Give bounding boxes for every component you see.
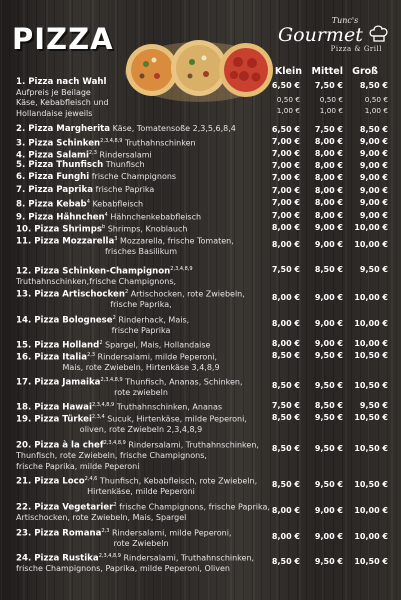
item-price: 8,00 € xyxy=(314,198,343,207)
item-price: 9,50 € xyxy=(314,480,343,489)
item-price: 8,00 € xyxy=(314,137,343,146)
menu-item xyxy=(16,185,266,196)
item-description: Rindersalami xyxy=(96,150,152,160)
item-name: 7. Pizza Paprika xyxy=(16,185,93,195)
menu-item xyxy=(16,551,276,575)
item-allergen-codes: b xyxy=(101,224,106,230)
item-price: 6,50 € xyxy=(271,125,300,134)
item-price: 8,00 € xyxy=(314,211,343,220)
brand-prefix: Tunc's xyxy=(331,16,359,25)
item-description-line: frisches Basilikum xyxy=(104,247,178,257)
item-description: Rinderhack, Mais, xyxy=(115,315,190,325)
surcharge-price: 0,50 € xyxy=(276,95,300,104)
item-description-line: Hollandaise jeweils xyxy=(16,108,93,118)
item-price: 10,00 € xyxy=(354,506,388,515)
item-price: 7,00 € xyxy=(271,198,300,207)
item-name: 10. Pizza Shrimps xyxy=(16,224,102,235)
item-price: 9,00 € xyxy=(314,506,343,515)
surcharge-price: 1,00 € xyxy=(276,106,300,115)
menu-item xyxy=(16,287,266,311)
item-allergen-codes: 4 xyxy=(86,199,90,205)
item-description: Rindersalami, Truthahnschinken, xyxy=(125,440,259,450)
item-description-line: Artischocken, rote Zwiebeln, Mais, Spargel xyxy=(16,513,187,523)
item-allergen-codes: 2,4,6 xyxy=(84,476,98,482)
menu-item xyxy=(16,500,276,524)
item-name: 24. Pizza Rustika xyxy=(16,553,99,564)
size-medium-label: Mittel xyxy=(311,66,343,77)
item-price: 7,50 € xyxy=(314,81,343,90)
item-name: 14. Pizza Bolognese xyxy=(16,315,113,326)
item-price: 9,00 € xyxy=(314,240,343,249)
item-price: 7,00 € xyxy=(271,149,300,158)
item-price: 7,00 € xyxy=(271,173,300,182)
item-allergen-codes: 2,3,4,8,9 xyxy=(91,402,115,408)
item-price: 7,00 € xyxy=(271,211,300,220)
item-price: 8,50 € xyxy=(271,381,300,390)
item-price: 7,00 € xyxy=(271,161,300,170)
item-allergen-codes: 2,3,4,8,9 xyxy=(170,266,193,272)
item-description: Rindersalami, Truthahnschinken, xyxy=(120,553,255,563)
item-description: Rindersalami, milde Peperoni, xyxy=(109,528,232,538)
item-description: Rindersalami, milde Peperoni, xyxy=(95,352,218,362)
item-price: 8,50 € xyxy=(314,401,343,410)
menu-item xyxy=(16,264,276,288)
item-price: 10,50 € xyxy=(354,557,388,566)
menu-item xyxy=(16,172,266,183)
menu-item xyxy=(16,124,266,135)
item-price: 9,00 € xyxy=(359,186,388,195)
brand-tagline: Pizza & Grill xyxy=(330,45,382,53)
item-price: 9,50 € xyxy=(359,401,388,410)
item-price: 9,50 € xyxy=(314,444,343,453)
item-name: 3. Pizza Schinken xyxy=(16,138,101,149)
menu-item xyxy=(16,350,266,374)
item-name: 2. Pizza Margherita xyxy=(16,124,111,134)
item-name: 19. Pizza Türkei xyxy=(16,414,92,425)
item-price: 8,00 € xyxy=(271,532,300,541)
item-allergen-codes: 2,3,4,8,9 xyxy=(100,138,123,144)
item-price: 7,50 € xyxy=(271,401,300,410)
item-price: 9,00 € xyxy=(359,198,388,207)
item-description-line: rote Zwiebeln xyxy=(113,539,169,549)
menu-item xyxy=(16,375,266,399)
item-price: 10,50 € xyxy=(354,413,388,422)
item-price: 8,00 € xyxy=(271,240,300,249)
item-description: Thunfisch xyxy=(103,160,145,169)
item-price: 10,50 € xyxy=(354,351,388,360)
item-price: 8,50 € xyxy=(359,81,388,90)
item-name: 20. Pizza à la chef xyxy=(16,440,104,451)
menu-item xyxy=(16,160,266,171)
item-price: 8,50 € xyxy=(271,413,300,422)
item-allergen-codes: 2,3 xyxy=(101,528,110,534)
item-price: 10,50 € xyxy=(354,444,388,453)
item-description-line: frische Paprika, xyxy=(110,300,172,310)
item-price: 9,50 € xyxy=(314,381,343,390)
item-price: 8,00 € xyxy=(271,506,300,515)
item-price: 8,00 € xyxy=(314,173,343,182)
item-price: 9,00 € xyxy=(314,223,343,232)
brand-name: Gourmet xyxy=(278,24,363,46)
item-name: 22. Pizza Vegetarier xyxy=(16,502,114,513)
item-description: Käse, Tomatensoße 2,3,5,6,8,4 xyxy=(110,124,236,133)
item-name: 5. Pizza Thunfisch xyxy=(16,160,104,170)
item-name: 6. Pizza Funghi xyxy=(16,172,90,182)
item-price: 9,50 € xyxy=(314,413,343,422)
item-allergen-codes: 2 xyxy=(113,502,117,508)
item-price: 8,50 € xyxy=(271,557,300,566)
item-price: 8,50 € xyxy=(271,444,300,453)
item-price: 8,00 € xyxy=(314,161,343,170)
item-description: Kebabfleisch xyxy=(89,199,144,209)
item-description: Sucuk, Hirtenkäse, milde Peperoni, xyxy=(104,414,247,424)
menu-item xyxy=(16,438,276,472)
item-name: 12. Pizza Schinken-Champignon xyxy=(16,266,171,277)
item-description-line: Mais, rote Zwiebeln, Hirtenkäse 3,4,8,9 xyxy=(62,363,220,373)
item-price: 9,50 € xyxy=(314,351,343,360)
item-price: 7,00 € xyxy=(271,137,300,146)
item-allergen-codes: 2 xyxy=(99,340,103,346)
item-price: 7,50 € xyxy=(271,265,300,274)
item-name: 4. Pizza Salami xyxy=(16,150,89,161)
item-price: 9,00 € xyxy=(314,319,343,328)
item-description-line: Hirtenkäse, milde Peperoni xyxy=(87,487,195,497)
item-allergen-codes: 2,3 xyxy=(87,352,96,358)
item-description-line: Truthahnschinken,frische Champignons, xyxy=(16,277,177,287)
item-price: 9,50 € xyxy=(359,265,388,274)
item-description: Truthahnschinken xyxy=(122,138,196,148)
item-price: 10,00 € xyxy=(354,339,388,348)
item-description: Hähnchenkebabfleisch xyxy=(107,212,202,222)
item-description: Spargel, Mais, Hollandaise xyxy=(102,340,211,350)
item-description: frische Champignons, frische Paprika, xyxy=(116,502,270,512)
item-price: 10,00 € xyxy=(354,532,388,541)
menu-title: PIZZA xyxy=(12,22,114,56)
item-description-line: oliven, rote Zwiebeln 2,3,4,8,9 xyxy=(79,425,203,435)
item-price: 6,50 € xyxy=(271,81,300,90)
item-description: frische Champignons xyxy=(89,172,177,181)
item-price: 8,50 € xyxy=(314,265,343,274)
item-price: 10,00 € xyxy=(354,240,388,249)
item-allergen-codes: 4 xyxy=(104,212,108,218)
item-price: 8,00 € xyxy=(271,319,300,328)
item-description: Artischocken, rote Zwiebeln, xyxy=(128,289,245,299)
item-price: 10,00 € xyxy=(354,319,388,328)
item-price: 8,50 € xyxy=(271,351,300,360)
item-price: 10,50 € xyxy=(354,381,388,390)
item-price: 7,00 € xyxy=(271,186,300,195)
item-description: Truthahnschinken, Ananas xyxy=(114,402,223,412)
item-description-line: rote zwiebeln xyxy=(114,388,168,398)
item-price: 9,00 € xyxy=(359,149,388,158)
item-allergen-codes: 2,3,4 xyxy=(91,414,105,420)
item-name: 15. Pizza Holland xyxy=(16,340,100,351)
item-price: 9,00 € xyxy=(359,137,388,146)
item-allergen-codes: 2 xyxy=(112,315,116,321)
menu-item xyxy=(16,474,266,498)
item-price: 8,50 € xyxy=(271,480,300,489)
item-price: 8,50 € xyxy=(359,125,388,134)
item-price: 9,00 € xyxy=(314,293,343,302)
item-name: 21. Pizza Loco xyxy=(16,476,85,487)
item-name: 13. Pizza Artischocken xyxy=(16,289,125,300)
menu-item xyxy=(16,77,266,119)
chef-hat-icon xyxy=(368,24,390,44)
size-large-label: Groß xyxy=(352,66,378,77)
item-allergen-codes: 2,3,4,8,9 xyxy=(100,377,123,383)
item-name: 16. Pizza Italia xyxy=(16,352,88,363)
item-description-line: Käse, Kebabfleisch und xyxy=(16,98,109,107)
item-price: 9,00 € xyxy=(359,173,388,182)
item-price: 9,00 € xyxy=(314,339,343,348)
menu-item xyxy=(16,234,266,258)
item-name: 1. Pizza nach Wahl xyxy=(16,77,107,87)
item-price: 9,00 € xyxy=(359,211,388,220)
item-price: 8,00 € xyxy=(271,339,300,348)
item-name: 8. Pizza Kebab xyxy=(16,199,87,210)
item-price: 8,00 € xyxy=(314,149,343,158)
brand-logo xyxy=(278,16,394,53)
surcharge-price: 1,00 € xyxy=(364,106,388,115)
surcharge-price: 0,50 € xyxy=(319,95,343,104)
item-price: 10,50 € xyxy=(354,480,388,489)
item-description: Shrimps, Knoblauch xyxy=(105,224,188,234)
item-name: 23. Pizza Romana xyxy=(16,528,102,539)
item-description: frische Paprika xyxy=(93,185,155,194)
item-name: 11. Pizza Mozzarella xyxy=(16,236,115,247)
item-description-line: Thunfisch, rote Zwiebeln, frische Champignons, xyxy=(16,451,207,461)
item-price: 8,00 € xyxy=(314,186,343,195)
item-price: 8,00 € xyxy=(271,293,300,302)
item-description-line: frische Paprika, milde Peperoni xyxy=(16,461,140,471)
item-allergen-codes: 3 xyxy=(114,236,118,242)
item-allergen-codes: 2,3 xyxy=(88,150,97,156)
item-description: Thunfisch, Ananas, Schinken, xyxy=(122,377,243,387)
menu-item xyxy=(16,197,266,210)
surcharge-price: 0,50 € xyxy=(364,95,388,104)
item-price: 10,00 € xyxy=(354,293,388,302)
item-price: 8,00 € xyxy=(271,223,300,232)
item-allergen-codes: 2,3,4,8,9 xyxy=(103,440,126,446)
item-name: 9. Pizza Hähnchen xyxy=(16,212,105,223)
item-price: 7,50 € xyxy=(314,125,343,134)
item-price: 10,00 € xyxy=(354,223,388,232)
menu-item xyxy=(16,412,266,436)
item-description: Mozzarella, frische Tomaten, xyxy=(117,236,234,246)
item-price: 9,00 € xyxy=(359,161,388,170)
item-description-line: frische Champignons, Paprika, milde Peperoni, Oliven xyxy=(16,564,230,574)
item-price: 9,50 € xyxy=(314,557,343,566)
item-price: 9,00 € xyxy=(314,532,343,541)
item-allergen-codes: 2,3,4,8,9 xyxy=(98,553,121,559)
surcharge-price: 1,00 € xyxy=(319,106,343,115)
item-description-line: frische Paprika xyxy=(111,326,171,336)
size-small-label: Klein xyxy=(274,66,302,77)
item-allergen-codes: 2 xyxy=(124,289,129,295)
item-name: 17. Pizza Jamaika xyxy=(16,377,101,388)
menu-item xyxy=(16,526,266,550)
item-description-line: Aufpreis je Beilage xyxy=(16,87,91,97)
item-description: Thunfisch, Kebabfleisch, rote Zwiebeln, xyxy=(97,476,258,486)
menu-item xyxy=(16,313,266,337)
item-name: 18. Pizza Hawai xyxy=(16,402,92,413)
